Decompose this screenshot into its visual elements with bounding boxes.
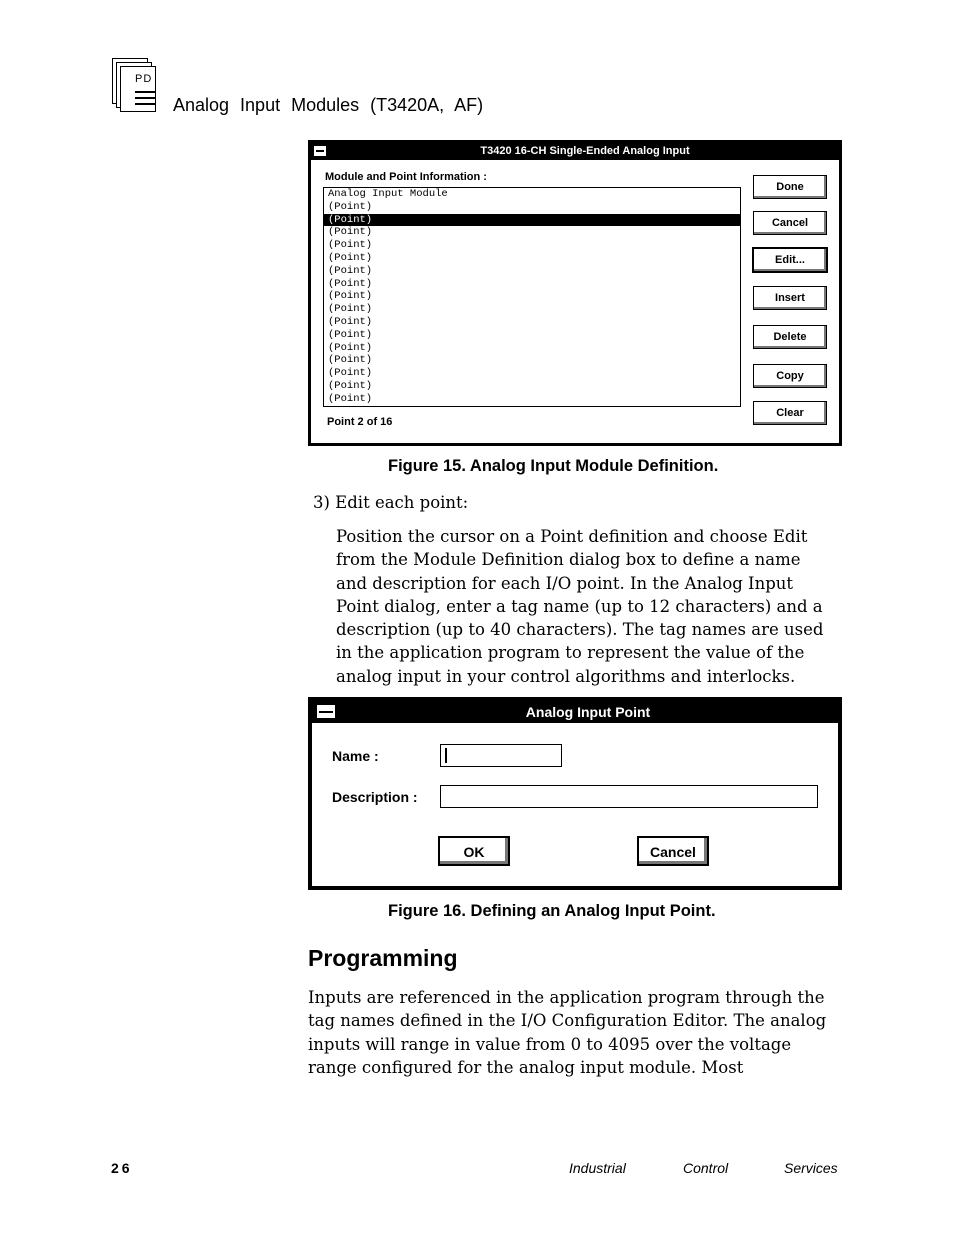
- figure-16-caption: Figure 16. Defining an Analog Input Point.: [388, 902, 716, 920]
- cancel-button[interactable]: Cancel: [637, 836, 709, 866]
- text-caret: [445, 748, 447, 763]
- system-menu-icon[interactable]: [313, 145, 327, 157]
- list-item[interactable]: (Point): [328, 239, 373, 252]
- edit-button[interactable]: Edit...: [753, 248, 827, 272]
- copy-button[interactable]: Copy: [753, 364, 827, 388]
- description-label: Description :: [332, 789, 418, 805]
- step-heading: 3) Edit each point:: [313, 493, 469, 512]
- group-label: Module and Point Information :: [325, 171, 487, 183]
- list-item[interactable]: (Point): [328, 328, 373, 341]
- figure-15-caption: Figure 15. Analog Input Module Definition.: [388, 457, 719, 475]
- list-item[interactable]: (Point): [328, 264, 373, 277]
- module-point-listbox[interactable]: [323, 187, 741, 407]
- list-item[interactable]: (Point): [328, 315, 373, 328]
- done-button[interactable]: Done: [753, 175, 827, 199]
- system-menu-icon[interactable]: [316, 704, 336, 719]
- footer-word: Control: [683, 1160, 729, 1176]
- name-input[interactable]: [440, 744, 562, 767]
- paragraph-edit-points: Position the cursor on a Point definition and choose Edit from the Module Definition dialog box to define a name and description for each I/O point. In the Analog Input Point dialog, enter a tag name (up to 12 characters) and a description (up to 40 characters). The tag names are used in the application program to represent the value of the analog input in your control algorithms and interlocks.: [336, 527, 824, 686]
- delete-button[interactable]: Delete: [753, 325, 827, 349]
- description-input[interactable]: [440, 785, 818, 808]
- list-item[interactable]: (Point): [328, 354, 373, 367]
- list-item[interactable]: (Point): [328, 367, 373, 380]
- page-number: 26: [111, 1160, 133, 1176]
- window-titlebar: [311, 143, 839, 160]
- window-titlebar: [312, 701, 838, 723]
- footer-word: Services: [784, 1160, 838, 1176]
- footer-word: Industrial: [569, 1160, 626, 1176]
- section-title: Programming: [308, 945, 458, 971]
- list-item[interactable]: (Point): [328, 303, 373, 316]
- cancel-button[interactable]: Cancel: [753, 211, 827, 235]
- page-header-title: Analog Input Modules (T3420A, AF): [173, 95, 484, 115]
- window-title: Analog Input Point: [525, 704, 651, 720]
- list-item[interactable]: (Point): [328, 277, 373, 290]
- list-item[interactable]: (Point): [328, 392, 373, 405]
- window-title: T3420 16-CH Single-Ended Analog Input: [480, 145, 690, 157]
- clear-button[interactable]: Clear: [753, 401, 827, 425]
- insert-button[interactable]: Insert: [753, 286, 827, 310]
- list-item[interactable]: (Point): [328, 226, 373, 239]
- list-item[interactable]: Analog Input Module: [328, 188, 448, 200]
- analog-input-point-window: [308, 697, 842, 890]
- list-item-selected[interactable]: (Point): [324, 214, 740, 227]
- ok-button[interactable]: OK: [438, 836, 510, 866]
- pd-logo-text: PD: [135, 73, 153, 85]
- paragraph-programming: Inputs are referenced in the application program through the tag names defined in the I/O Configuration Editor. The analog inputs will range in value from 0 to 4095 over the voltage range configured for the analog input module. Most: [308, 988, 827, 1077]
- module-definition-window: [308, 140, 842, 446]
- pd-logo-icon: [112, 58, 156, 112]
- list-item[interactable]: (Point): [328, 290, 373, 303]
- list-item[interactable]: (Point): [328, 251, 373, 264]
- name-label: Name :: [332, 748, 379, 764]
- list-item[interactable]: (Point): [328, 379, 373, 392]
- point-status-text: Point 2 of 16: [327, 416, 393, 428]
- list-item[interactable]: (Point): [328, 341, 373, 354]
- list-item[interactable]: (Point): [328, 200, 373, 213]
